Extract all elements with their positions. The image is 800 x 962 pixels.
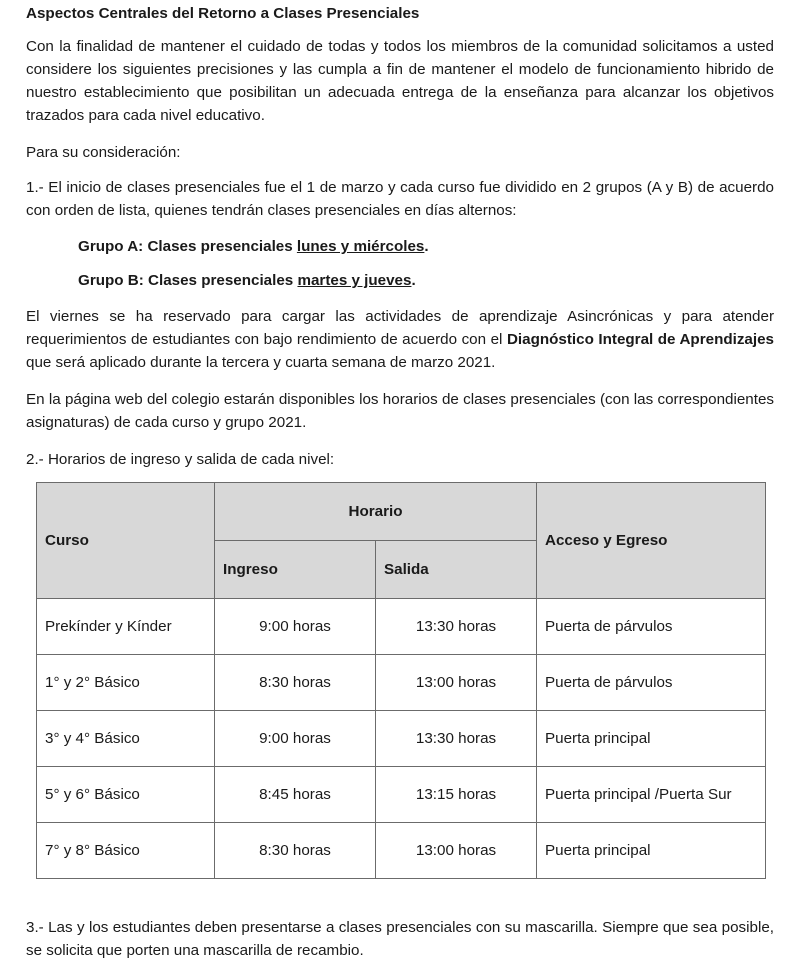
cell-salida: 13:30 horas (376, 599, 537, 655)
cell-acceso: Puerta principal (537, 823, 766, 879)
header-acceso: Acceso y Egreso (537, 483, 766, 599)
header-salida: Salida (376, 541, 537, 599)
intro-paragraph: Con la finalidad de mantener el cuidado de todas y todos los miembros de la comunidad solicitamos a usted considere los siguientes precisiones y las cumpla a fin de mantener el modelo de funcionamiento hibrido de nuestro establecimiento que posibilitan un adecuada entrega de la enseñanza para alcanzar los objetivos trazados para cada nivel educativo. (26, 38, 774, 124)
cell-acceso: Puerta principal /Puerta Sur (537, 767, 766, 823)
cell-ingreso: 9:00 horas (215, 711, 376, 767)
group-b-line (78, 269, 416, 292)
table-row (37, 767, 766, 823)
cell-ingreso: 9:00 horas (215, 599, 376, 655)
cell-curso: 1° y 2° Básico (37, 655, 215, 711)
group-a-end: . (424, 238, 429, 255)
friday-text-bold: Diagnóstico Integral de Aprendizajes (506, 331, 774, 348)
cell-ingreso: 8:45 horas (215, 767, 376, 823)
group-a-prefix: Grupo A: Clases presenciales (78, 238, 297, 255)
document-title: Aspectos Centrales del Retorno a Clases Presenciales (26, 5, 420, 22)
group-b-prefix: Grupo B: Clases presenciales (78, 272, 298, 289)
table-row (37, 711, 766, 767)
cell-salida: 13:15 horas (376, 767, 537, 823)
cell-curso: 7° y 8° Básico (37, 823, 215, 879)
cell-curso: 3° y 4° Básico (37, 711, 215, 767)
cell-curso: 5° y 6° Básico (37, 767, 215, 823)
cell-acceso: Puerta de párvulos (537, 655, 766, 711)
table-row (37, 655, 766, 711)
consideration-label: Para su consideración: (26, 144, 181, 161)
point-3-paragraph: 3.- Las y los estudiantes deben presentarse a clases presenciales con su mascarilla. Siempre que sea posible, se solicita que porten una mascarilla de recambio. (26, 919, 774, 959)
header-curso: Curso (37, 483, 215, 599)
group-b-days: martes y jueves (297, 272, 412, 289)
cell-curso: Prekínder y Kínder (37, 599, 215, 655)
cell-salida: 13:00 horas (376, 823, 537, 879)
friday-paragraph (26, 305, 774, 374)
group-b-end: . (411, 272, 416, 289)
friday-text-after: que será aplicado durante la tercera y cuarta semana de marzo 2021. (26, 354, 496, 371)
cell-ingreso: 8:30 horas (215, 823, 376, 879)
point-2-label: 2.- Horarios de ingreso y salida de cada nivel: (26, 451, 335, 468)
cell-ingreso: 8:30 horas (215, 655, 376, 711)
header-horario: Horario (215, 483, 537, 541)
cell-acceso: Puerta de párvulos (537, 599, 766, 655)
cell-acceso: Puerta principal (537, 711, 766, 767)
table-row (37, 599, 766, 655)
table-row (37, 823, 766, 879)
cell-salida: 13:00 horas (376, 655, 537, 711)
group-a-days: lunes y miércoles (296, 238, 425, 255)
schedule-table (36, 482, 766, 879)
friday-text-before: El viernes se ha reservado para cargar las actividades de aprendizaje Asincrónicas y para atender requerimientos de estudiantes con bajo rendimiento de acuerdo con el (26, 308, 774, 348)
web-paragraph: En la página web del colegio estarán disponibles los horarios de clases presenciales (con las correspondientes asignaturas) de cada curso y grupo 2021. (26, 391, 774, 431)
cell-salida: 13:30 horas (376, 711, 537, 767)
header-ingreso: Ingreso (215, 541, 376, 599)
group-a-line (78, 235, 429, 258)
point-1-paragraph: 1.- El inicio de clases presenciales fue el 1 de marzo y cada curso fue dividido en 2 grupos (A y B) de acuerdo con orden de lista, quienes tendrán clases presenciales en días alternos: (26, 179, 774, 219)
